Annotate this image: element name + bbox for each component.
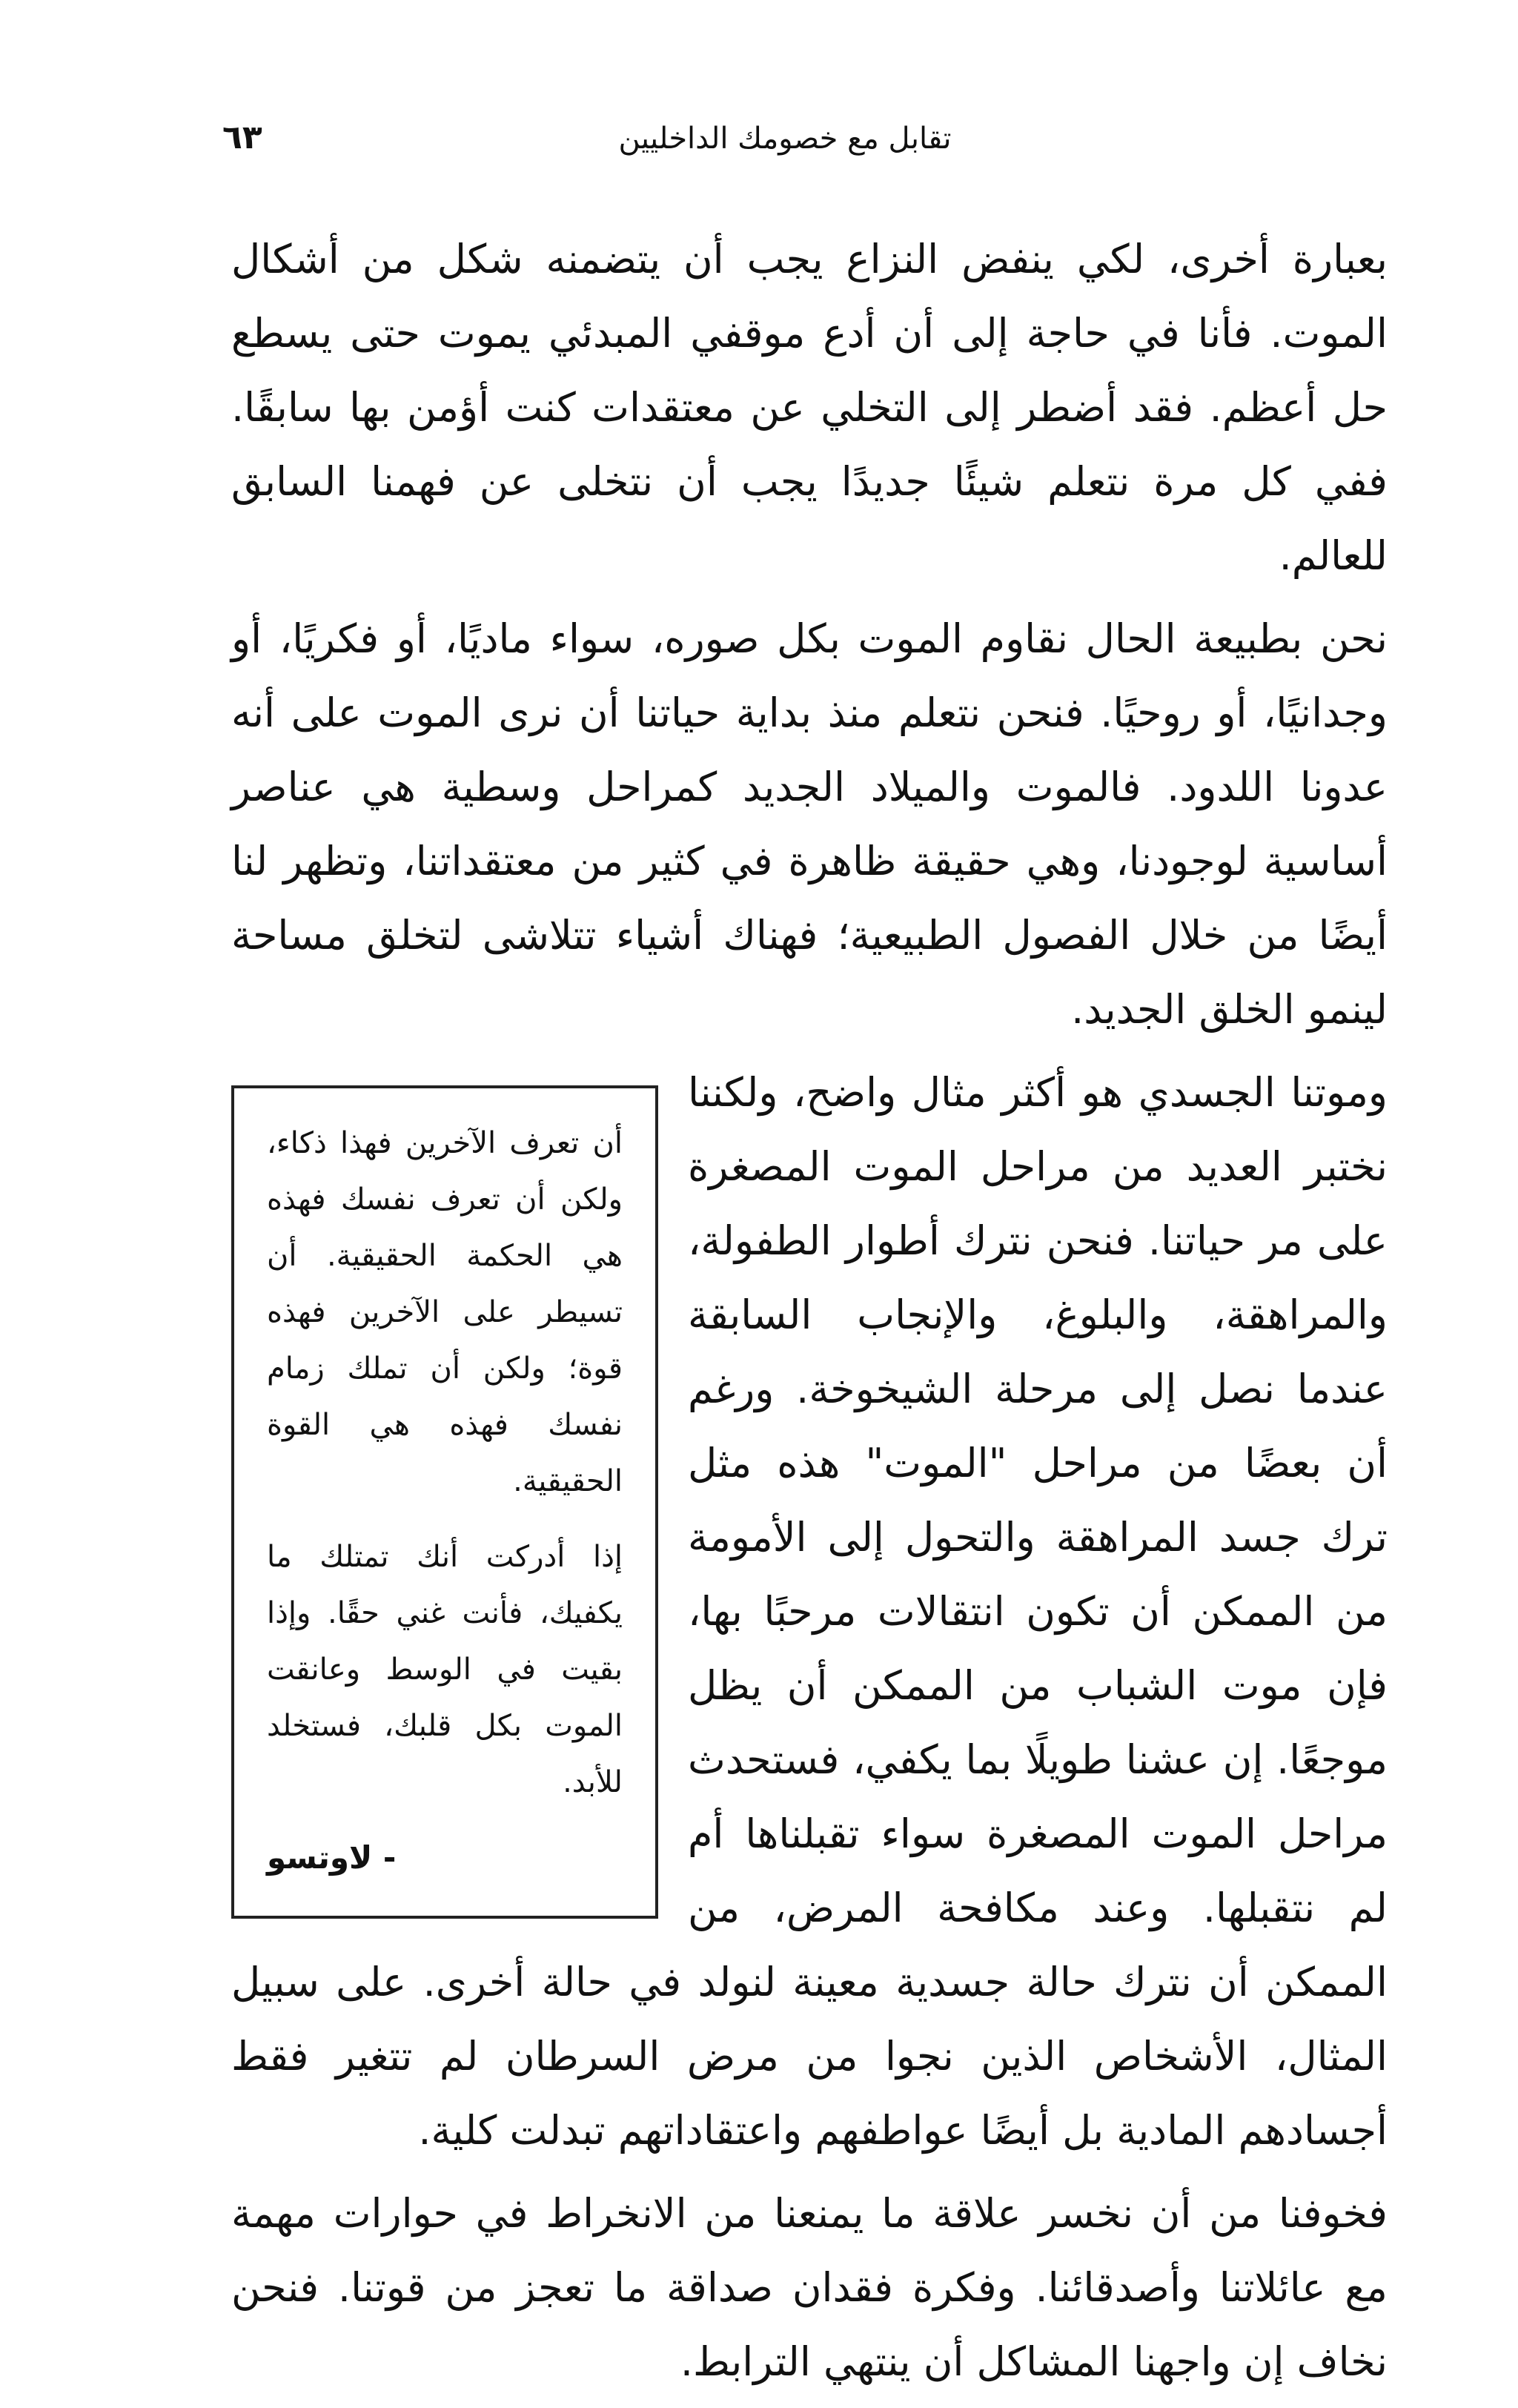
body-text (231, 222, 1388, 2408)
page-header (222, 119, 1348, 178)
paragraph: بعبارة أخرى، لكي ينفض النزاع يجب أن يتضمنه شكل من أشكال الموت. فأنا في حاجة إلى أن أدع موقفي المبدئي يموت حتى يسطع حل أعظم. فقد أضطر إلى التخلي عن معتقدات كنت أؤمن بها سابقًا. ففي كل مرة نتعلم شيئًا جديدًا يجب أن نتخلى عن فهمنا السابق للعالم. (231, 236, 1388, 579)
quote-paragraph: أن تعرف الآخرين فهذا ذكاء، ولكن أن تعرف نفسك فهذه هي الحكمة الحقيقية. أن تسيطر على الآخرين فهذه قوة؛ ولكن أن تملك زمام نفسك فهذه هي القوة الحقيقية. (267, 1126, 623, 1498)
quote-paragraph: إذا أدركت أنك تمتلك ما يكفيك، فأنت غني حقًا. وإذا بقيت في الوسط وعانقت الموت بكل قلبك، فستخلد للأبد. (267, 1540, 623, 1799)
page-number: ٦٣ (222, 119, 262, 156)
paragraph: فخوفنا من أن نخسر علاقة ما يمنعنا من الانخراط في حوارات مهمة مع عائلاتنا وأصدقائنا. وفكرة فقدان صداقة ما تعجز من قوتنا. فنحن نخاف إن واجهنا المشاكل أن ينتهي الترابط. (231, 2190, 1388, 2385)
running-title: تقابل مع خصومك الداخليين (618, 122, 952, 156)
paragraph: نحن بطبيعة الحال نقاوم الموت بكل صوره، سواء ماديًا، أو فكريًا، أو وجدانيًا، أو روحيًا. فنحن نتعلم منذ بداية حياتنا أن نرى الموت على أنه عدونا اللدود. فالموت والميلاد الجديد كمراحل وسطية هي عناصر أساسية لوجودنا، وهي حقيقة ظاهرة في كثير من معتقداتنا، وتظهر لنا أيضًا من خلال الفصول الطبيعية؛ فهناك أشياء تتلاشى لتخلق مساحة لينمو الخلق الجديد. (231, 615, 1388, 1033)
sidebar-quote-box (231, 1085, 658, 1919)
wrap-area (231, 1056, 1388, 2408)
paragraph: وموتنا الجسدي هو أكثر مثال واضح، ولكننا نختبر العديد من مراحل الموت المصغرة على مر حياتنا. فنحن نترك أطوار الطفولة، والمراهقة، والبلوغ، والإنجاب السابقة عندما نصل إلى مرحلة الشيخوخة. ورغم أن بعضًا من مراحل "الموت" هذه مثل ترك جسد المراهقة والتحول إلى الأمومة من الممكن أن تكون انتقالات مرحبًا بها، فإن موت الشباب من الممكن أن يظل موجعًا. إن عشنا طويلًا بما يكفي، فستحدث مراحل الموت المصغرة سواء تقبلناها أم لم نتقبلها. وعند مكافحة المرض، من الممكن أن نترك حالة جسدية معينة لنولد في حالة أخرى. على سبيل المثال، الأشخاص الذين نجوا من مرض السرطان لم تتغير فقط أجسادهم المادية بل أيضًا عواطفهم واعتقاداتهم تبدلت كلية. (231, 1069, 1388, 2154)
quote-author: - لاوتسو (267, 1839, 397, 1876)
